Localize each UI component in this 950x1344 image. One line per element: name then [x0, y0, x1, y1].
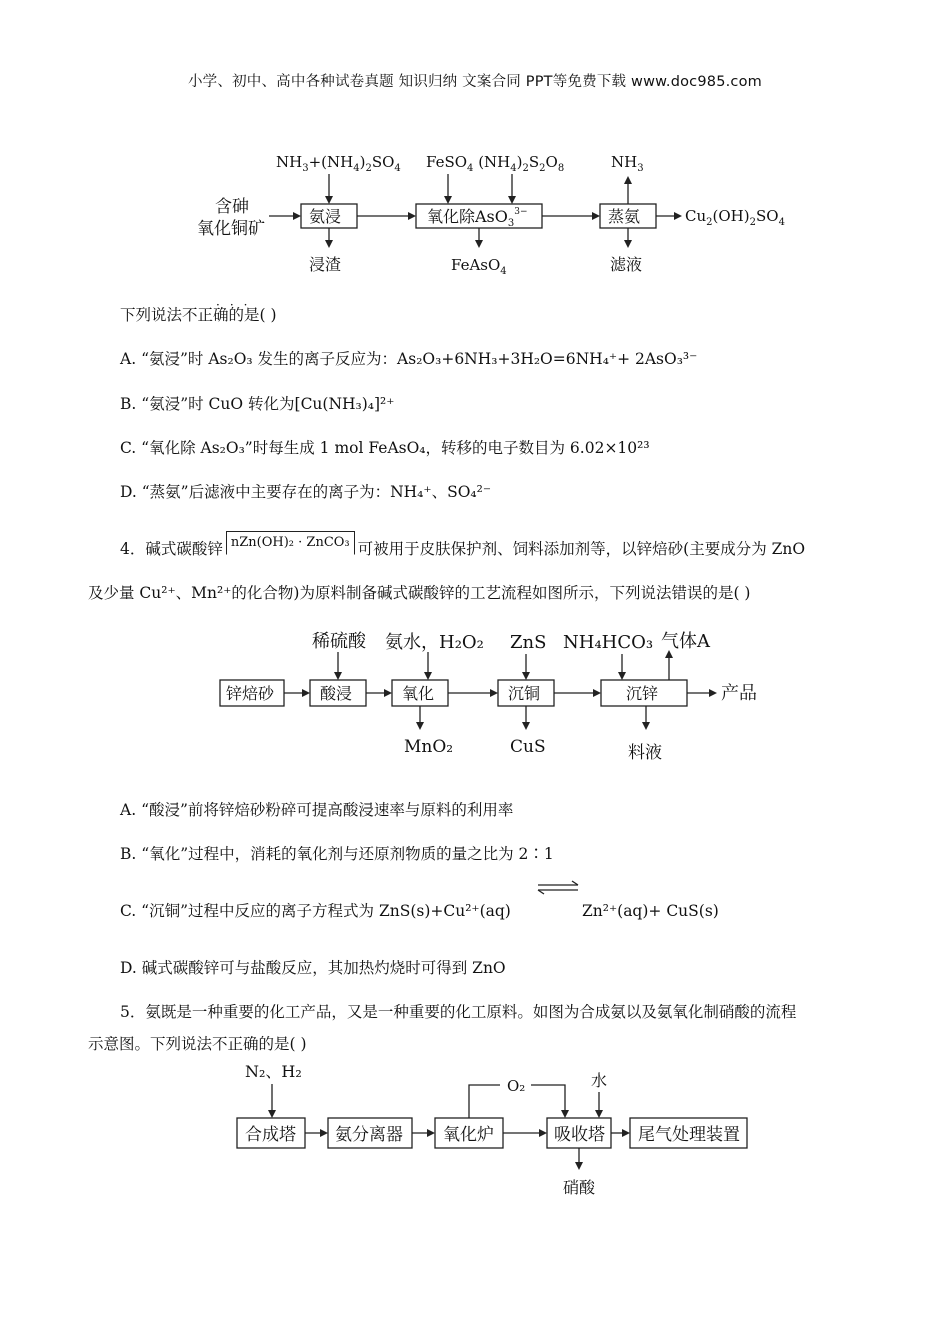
output-nitric-acid: 硝酸: [563, 1178, 596, 1197]
formula-bracket: nZn(OH)₂ · ZnCO₃: [226, 531, 355, 555]
input-dilute-acid: 稀硫酸: [312, 631, 366, 652]
box2-label: 氧化除AsO$_3^{3-}$: [427, 207, 528, 229]
input-nh4hco3: NH₄HCO₃: [563, 632, 654, 653]
output-top-label: $NH_3$: [611, 153, 644, 174]
emphasis-dots: ···: [216, 298, 258, 312]
svg-text:合成塔: 合成塔: [245, 1125, 296, 1145]
product-label: $Cu_2(OH)_2SO_4$: [685, 207, 785, 228]
output-gas-a: 气体A: [661, 631, 710, 652]
out2-label: FeAsO$_4$: [451, 256, 507, 277]
input-ammonia-h2o2: 氨水，H₂O₂: [385, 632, 484, 653]
feed-n2-h2: N₂、H₂: [245, 1062, 302, 1081]
svg-text:吸收塔: 吸收塔: [554, 1125, 605, 1145]
svg-text:氨分离器: 氨分离器: [335, 1125, 403, 1145]
q5-stem-line2: 示意图。下列说法不正确的是( ): [88, 1035, 307, 1053]
input1-label: $NH_3+(NH_4)_2SO_4$: [276, 153, 401, 174]
out3-label: 滤液: [610, 255, 643, 274]
feed-line2: 氧化铜矿: [197, 219, 265, 239]
svg-text:氧化炉: 氧化炉: [443, 1125, 494, 1145]
svg-text:锌焙砂: 锌焙砂: [226, 684, 275, 703]
q4-stem-line2: 及少量 Cu²⁺、Mn²⁺的化合物)为原料制备碱式碳酸锌的工艺流程如图所示，下列说法错误的是( ): [88, 584, 751, 602]
svg-text:沉铜: 沉铜: [508, 684, 541, 703]
box-oxidation-furnace: [435, 1118, 503, 1148]
label-water: 水: [591, 1071, 608, 1090]
svg-text:尾气处理装置: 尾气处理装置: [638, 1125, 740, 1145]
q3-option-d: D. “蒸氨”后滤液中主要存在的离子为：NH₄⁺、SO₄²⁻: [120, 483, 492, 501]
page-header: 小学、初中、高中各种试卷真题 知识归纳 文案合同 PPT等免费下载 www.doc985.com: [187, 74, 763, 90]
q5-stem-line1: 5．氨既是一种重要的化工产品，又是一种重要的化工原料。如图为合成氨以及氨氧化制硝酸的流程: [120, 1003, 797, 1021]
label-o2: O₂: [507, 1077, 526, 1095]
q4-option-a: A. “酸浸”前将锌焙砂粉碎可提高酸浸速率与原料的利用率: [120, 801, 514, 819]
q4-option-c: C. “沉铜”过程中反应的离子方程式为 ZnS(s)+Cu²⁺(aq): [120, 902, 511, 920]
box-ammonia-separator: [328, 1118, 412, 1148]
output-cus: CuS: [510, 737, 546, 757]
q4-stem-line1: 4．碱式碳酸锌 nZn(OH)₂ · ZnCO₃ 可被用于皮肤保护剂、饲料添加剂等，以锌焙砂(主要成分为 ZnO: [120, 538, 805, 563]
q4-option-d: D. 碱式碳酸锌可与盐酸反应，其加热灼烧时可得到 ZnO: [120, 959, 506, 977]
box3-label: 蒸氨: [608, 207, 641, 226]
feed-line1: 含砷: [215, 197, 249, 217]
box-absorption-tower: [547, 1118, 611, 1148]
box-synthesis-tower: [237, 1118, 305, 1148]
input2-label: FeSO$_4$ $(NH_4)_2S_2O_8$: [426, 153, 565, 174]
q3-option-b: B. “氨浸”时 CuO 转化为[Cu(NH₃)₄]²⁺: [120, 395, 395, 413]
svg-text:酸浸: 酸浸: [320, 684, 353, 703]
emphasis-text: 不正确: [182, 306, 229, 324]
q4-option-b: B. “氧化”过程中，消耗的氧化剂与还原剂物质的量之比为 2∶1: [120, 845, 554, 863]
out1-label: 浸渣: [309, 255, 342, 274]
output-product: 产品: [721, 683, 757, 704]
output-mno2: MnO₂: [404, 737, 454, 757]
box-tail-gas-treatment: [630, 1118, 747, 1148]
q3-option-a: A. “氨浸”时 As₂O₃ 发生的离子反应为：As₂O₃+6NH₃+3H₂O=6NH₄⁺+ 2AsO₃³⁻: [120, 350, 698, 368]
q3-option-c: C. “氧化除 As₂O₃”时每生成 1 mol FeAsO₄，转移的电子数目为 6.02×10²³: [120, 439, 650, 457]
box1-label: 氨浸: [309, 207, 342, 226]
q3-stem: 下列说法不正确的是( ): [120, 306, 277, 324]
q4-option-c-rhs: Zn²⁺(aq)+ CuS(s): [582, 902, 719, 920]
output-liquor: 料液: [628, 743, 662, 763]
svg-text:氧化: 氧化: [402, 684, 435, 703]
svg-text:沉锌: 沉锌: [626, 684, 659, 703]
input-zns: ZnS: [510, 632, 547, 653]
